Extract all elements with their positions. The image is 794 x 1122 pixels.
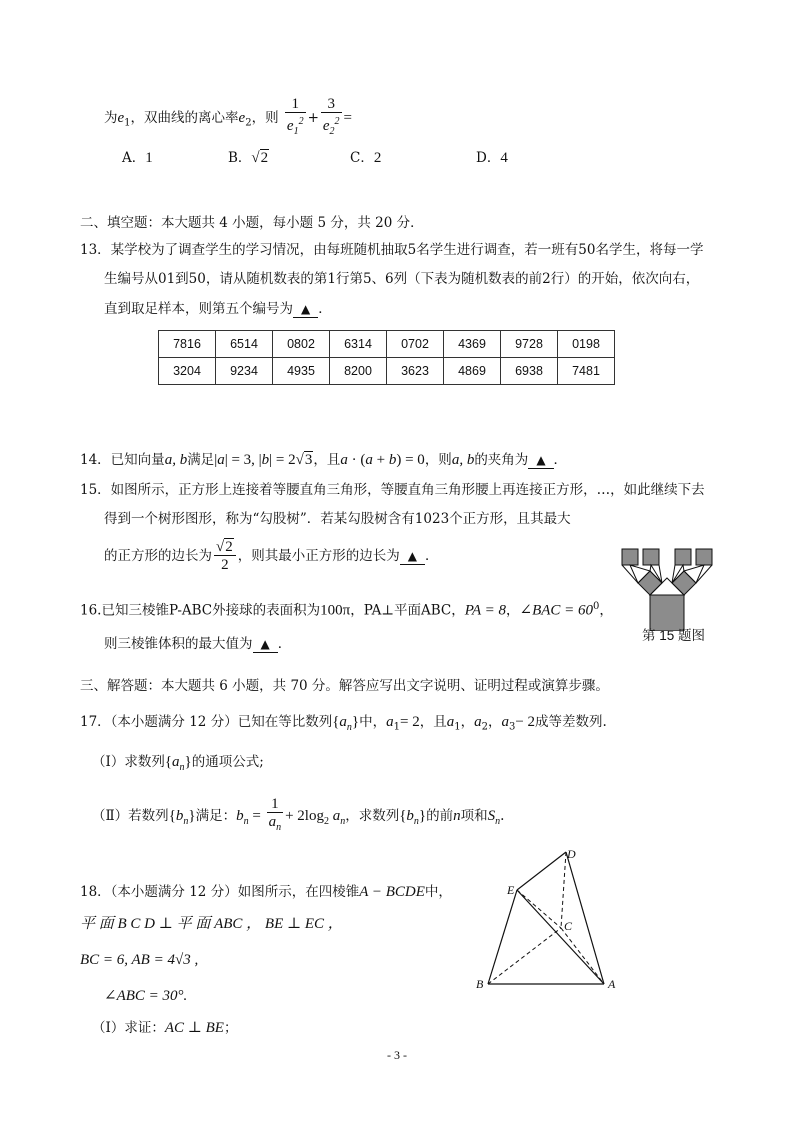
table-cell: 9728 xyxy=(501,331,558,358)
table-cell: 8200 xyxy=(330,358,387,385)
section3-heading: 三、解答题：本大题共 6 小题，共 70 分。解答应写出文字说明、证明过程或演算步骤。 xyxy=(80,678,609,694)
tree-small-square xyxy=(643,549,659,565)
q12-option-b: B．√2 xyxy=(228,150,269,166)
table-cell: 6514 xyxy=(216,331,273,358)
q13-line1: 13．某学校为了调查学生的学习情况，由每班随机抽取5名学生进行调查，若一班有50名学生，将每一学 xyxy=(80,242,704,258)
page-number: - 3 - xyxy=(387,1048,407,1062)
vertex-label-a: A xyxy=(608,977,616,991)
table-cell: 3204 xyxy=(159,358,216,385)
table-cell: 0198 xyxy=(558,331,615,358)
table-row xyxy=(159,358,615,385)
vertex-label-d: D xyxy=(567,847,576,861)
random-number-table xyxy=(158,330,615,385)
table-row xyxy=(159,331,615,358)
q15-line1: 15．如图所示，正方形上连接着等腰直角三角形，等腰直角三角形腰上再连接正方形，…，如此继续下去 xyxy=(80,482,705,498)
q17-stem: 17．（本小题满分 12 分）已知在等比数列$\{a_n\}$中，$a_1= 2$，且$a_1$，$a_2$，$a_3- 2$成等差数列. xyxy=(80,714,607,733)
q18-line3: BC = 6, AB = 4√3 , xyxy=(80,952,199,968)
q13-answer-blank: ▲ xyxy=(293,301,318,318)
table-cell: 7816 xyxy=(159,331,216,358)
figure15-caption: 第 15 题图 xyxy=(642,628,706,643)
q18-part1: （Ⅰ）求证：AC ⊥ BE； xyxy=(92,1020,238,1036)
q18-line2: 平 面 B C D ⊥ 平 面 ABC ， BE ⊥ EC ， xyxy=(80,916,343,932)
vertex-label-c: C xyxy=(564,919,573,933)
q15-answer-blank: ▲ xyxy=(400,548,425,565)
table-cell: 9234 xyxy=(216,358,273,385)
tree-small-square xyxy=(675,549,691,565)
table-cell: 0702 xyxy=(387,331,444,358)
pyramid-figure xyxy=(470,842,630,994)
tree-mid-square-right xyxy=(672,571,696,595)
table-cell: 0802 xyxy=(273,331,330,358)
tree-small-square xyxy=(622,549,638,565)
q16-line2: 则三棱锥体积的最大值为 ▲ ． xyxy=(104,636,292,652)
q16-answer-blank: ▲ xyxy=(253,636,278,653)
q18-line1: 18．（本小题满分 12 分）如图所示，在四棱锥A − BCDE中， xyxy=(80,884,452,900)
q13-line2: 生编号从01到50，请从随机数表的第1行第5、6列（下表为随机数表的前2行）的开始，依次向右， xyxy=(104,271,700,287)
q17-part2: （Ⅱ）若数列$\{b_n\}$满足：$b_n$ = $\frac{1}{a_n}$ + $2\log_2$ $a_n$，求数列$\{b_n\}$的前n项和$S_n$. xyxy=(92,796,505,833)
q14-line: 14．已知向量a, b满足|a| = 3, |b| = 2√3，且a · (a + b) = 0，则a, b的夹角为 ▲ ． xyxy=(80,452,568,468)
table-cell: 6938 xyxy=(501,358,558,385)
table-cell: 3623 xyxy=(387,358,444,385)
vertex-label-e: E xyxy=(507,883,515,897)
table-cell: 7481 xyxy=(558,358,615,385)
q12-option-c: C．2 xyxy=(350,150,382,166)
q14-answer-blank: ▲ xyxy=(528,452,553,469)
q12-option-d: D．4 xyxy=(476,150,508,166)
q12-stem-tail: 为$e_1$，双曲线的离心率$e_2$，则 $\frac{1}{e_1^2}$ + $\frac{3}{e_2^2}$ = xyxy=(104,96,353,137)
tree-small-square xyxy=(696,549,712,565)
q15-line2: 得到一个树形图形，称为“勾股树”．若某勾股树含有1023个正方形，且其最大 xyxy=(104,511,571,527)
pythagoras-tree-figure xyxy=(617,535,717,631)
q15-line3: 的正方形的边长为 $\frac{√2}{2}$ ，则其最小正方形的边长为 ▲ ． xyxy=(104,539,439,573)
table-cell: 4935 xyxy=(273,358,330,385)
q17-part1: （Ⅰ）求数列$\{a_n\}$的通项公式; xyxy=(92,754,264,773)
table-cell: 4869 xyxy=(444,358,501,385)
q13-line3: 直到取足样本，则第五个编号为 ▲ ． xyxy=(104,301,332,317)
section2-heading: 二、填空题：本大题共 4 小题，每小题 5 分，共 20 分． xyxy=(80,215,424,231)
table-cell: 4369 xyxy=(444,331,501,358)
q16-line1: 16.已知三棱锥P-ABC外接球的表面积为100π，PA⊥平面ABC，PA = 8，∠BAC = $60^0$， xyxy=(80,601,613,619)
q18-line4: ∠ABC = 30°. xyxy=(104,988,188,1004)
q12-option-a: A．1 xyxy=(122,150,153,166)
vertex-label-b: B xyxy=(476,977,484,991)
tree-mid-square-left xyxy=(638,571,662,595)
table-cell: 6314 xyxy=(330,331,387,358)
